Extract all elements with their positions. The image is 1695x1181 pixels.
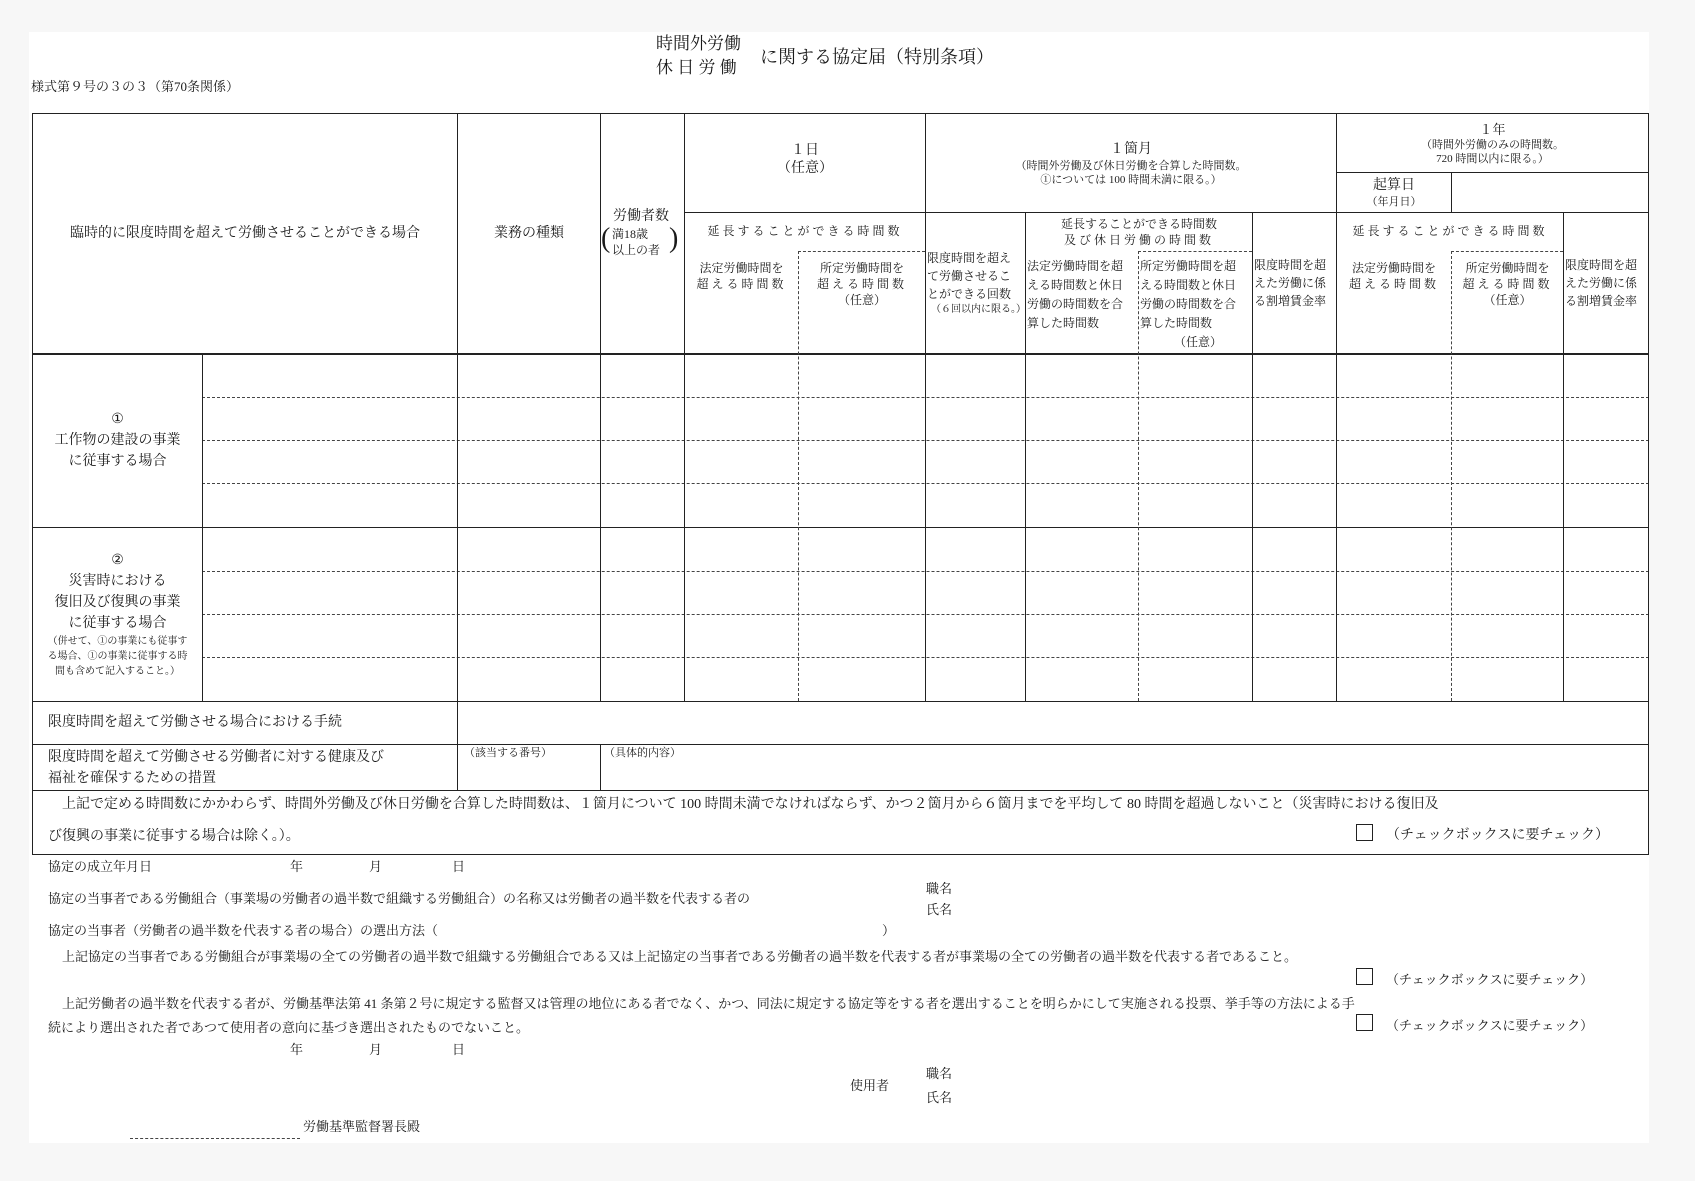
header-month-legal: 法定労働時間を超 える時間数と休日 労働の時間数を合 算した時間数	[1027, 259, 1124, 330]
notice-box-bottom	[32, 854, 1649, 855]
header-case: 臨時的に限度時間を超えて労働させることができる場合	[70, 225, 420, 241]
month-scheduled-top	[1138, 251, 1252, 252]
table-right-border	[1648, 113, 1649, 854]
agreement-date-label: 協定の成立年月日	[48, 859, 153, 874]
title-stack-overtime: 時間外労働	[656, 34, 741, 53]
section-divider	[32, 527, 1649, 528]
col-divider	[684, 113, 685, 701]
confirm-2-line-1: 上記労働者の過半数を代表する者が、労働基準法第 41 条第２号に規定する監督又は管理の地位にある者でなく、かつ、同法に規定する協定等をする者を選出することを明らかにして実施される投票、挙手等の方法による手	[62, 996, 1355, 1011]
col-divider	[600, 744, 601, 790]
col-divider	[1451, 172, 1452, 212]
notice-line-2: び復興の事業に従事する場合は除く。）。	[48, 829, 300, 844]
notice-checkbox-label: （チェックボックスに要チェック）	[1386, 828, 1610, 843]
health-content-label: （具体的内容）	[604, 747, 681, 759]
employer-label: 使用者	[850, 1078, 890, 1093]
col-divider	[202, 353, 203, 701]
confirm-1-checkbox[interactable]	[1356, 968, 1373, 985]
header-bottom-border	[32, 353, 1649, 355]
health-label: 限度時間を超えて労働させる労働者に対する健康及び 福祉を確保するための措置	[48, 750, 384, 786]
notice-line-1: 上記で定める時間数にかかわらず、時間外労働及び休日労働を合算した時間数は、１箇月について 100 時間未満でなければならず、かつ２箇月から６箇月までを平均して 80 時間を超過しないこと（災害時における復旧及	[62, 797, 1439, 812]
confirm-1-text: 上記協定の当事者である労働組合が事業場の全ての労働者の過半数で組織する労働組合である又は上記協定の当事者である労働者の過半数を代表する者が事業場の全ての労働者の過半数を代表する者であること。	[62, 949, 1298, 964]
signature-year: 年	[290, 1042, 304, 1057]
section-2-label: ② 災害時における 復旧及び復興の事業 に従事する場合 （併せて、①の事業にも従事す る場合、①の事業に従事する時 間も含めて記入すること。）	[47, 552, 188, 677]
header-year-extend: 延長することができる時間数	[1352, 224, 1548, 238]
header-day-scheduled: 所定労働時間を 超える時間数 （任意）	[816, 261, 907, 307]
header-day: １日 （任意）	[777, 143, 833, 176]
party-name-label: 氏名	[926, 902, 953, 917]
paren-open: (	[601, 223, 611, 254]
header-month: １箇月 （時間外労働及び休日労働を合算した時間数。 ①については 100 時間未満に限る。）	[1015, 142, 1247, 186]
agreement-day: 日	[452, 859, 466, 874]
title-stack-holiday: 休 日 労 働	[656, 58, 737, 77]
signature-month: 月	[369, 1042, 383, 1057]
office-label: 労働基準監督署長殿	[303, 1119, 421, 1134]
year-scheduled-top	[1451, 251, 1563, 252]
employer-position-label: 職名	[926, 1066, 953, 1081]
header-row-divider	[684, 212, 1649, 213]
day-scheduled-top	[798, 251, 925, 252]
header-month-rate: 限度時間を超 えた労働に係 る割増賃金率	[1254, 258, 1327, 308]
agreement-party-label: 協定の当事者である労働組合（事業場の労働者の過半数で組織する労働組合）の名称又は労働者の過半数を代表する者の	[48, 891, 751, 906]
procedure-input[interactable]	[459, 703, 1647, 743]
agreement-year: 年	[290, 859, 304, 874]
year-start-date-input[interactable]	[1456, 182, 1644, 206]
notice-checkbox[interactable]	[1356, 824, 1373, 841]
header-day-extend: 延長することができる時間数	[707, 224, 903, 238]
header-day-legal: 法定労働時間を 超える時間数	[696, 261, 787, 291]
header-year-legal: 法定労働時間を 超える時間数	[1348, 261, 1439, 291]
header-worker-count: 労働者数 ( 満18歳 以上の者 )	[601, 209, 679, 257]
confirm-2-checkbox[interactable]	[1356, 1014, 1373, 1031]
col-divider	[925, 113, 926, 701]
header-year-start-date: 起算日 （年月日）	[1366, 177, 1422, 208]
election-method-label: 協定の当事者（労働者の過半数を代表する者の場合）の選出方法（	[48, 923, 439, 938]
header-year-rate: 限度時間を超 えた労働に係 る割増賃金率	[1565, 258, 1638, 308]
confirm-1-checkbox-label: （チェックボックスに要チェック）	[1386, 972, 1594, 987]
confirm-2-checkbox-label: （チェックボックスに要チェック）	[1386, 1018, 1594, 1033]
election-method-close: ）	[882, 923, 896, 938]
section-divider	[32, 701, 1649, 702]
signature-day: 日	[452, 1042, 466, 1057]
procedure-label: 限度時間を超えて労働させる場合における手続	[48, 715, 342, 730]
header-job-type: 業務の種類	[494, 225, 564, 241]
paren-close: )	[669, 223, 679, 254]
confirm-2-line-2: 続により選出された者であつて使用者の意向に基づき選出されたものでないこと。	[48, 1020, 530, 1035]
header-year: １年 （時間外労働のみの時間数。 720 時間以内に限る。）	[1421, 121, 1564, 165]
header-year-scheduled: 所定労働時間を 超える時間数 （任意）	[1462, 261, 1553, 307]
party-position-label: 職名	[926, 881, 953, 896]
office-name-input[interactable]	[130, 1118, 300, 1139]
col-divider-dashed	[1138, 251, 1139, 701]
form-number: 様式第９号の３の３（第70条関係）	[31, 79, 240, 94]
procedure-row-bottom	[32, 744, 1649, 745]
health-number-label: （該当する番号）	[464, 747, 552, 759]
col-divider	[1252, 212, 1253, 701]
header-month-scheduled: 所定労働時間を超 える時間数と休日 労働の時間数を合 算した時間数 （任意）	[1140, 259, 1237, 349]
agreement-month: 月	[369, 859, 383, 874]
employer-name-label: 氏名	[926, 1090, 953, 1105]
header-month-count: 限度時間を超え て労働させるこ とができる回数 （６回以内に限る。）	[927, 251, 1026, 315]
page-title: に関する協定届（特別条項）	[760, 47, 994, 67]
health-row-bottom	[32, 790, 1649, 791]
section-1-label: ① 工作物の建設の事業 に従事する場合	[54, 412, 181, 469]
header-month-extend: 延長することができる時間数 及び休日労働の時間数	[1060, 217, 1217, 247]
col-divider	[1563, 212, 1564, 701]
